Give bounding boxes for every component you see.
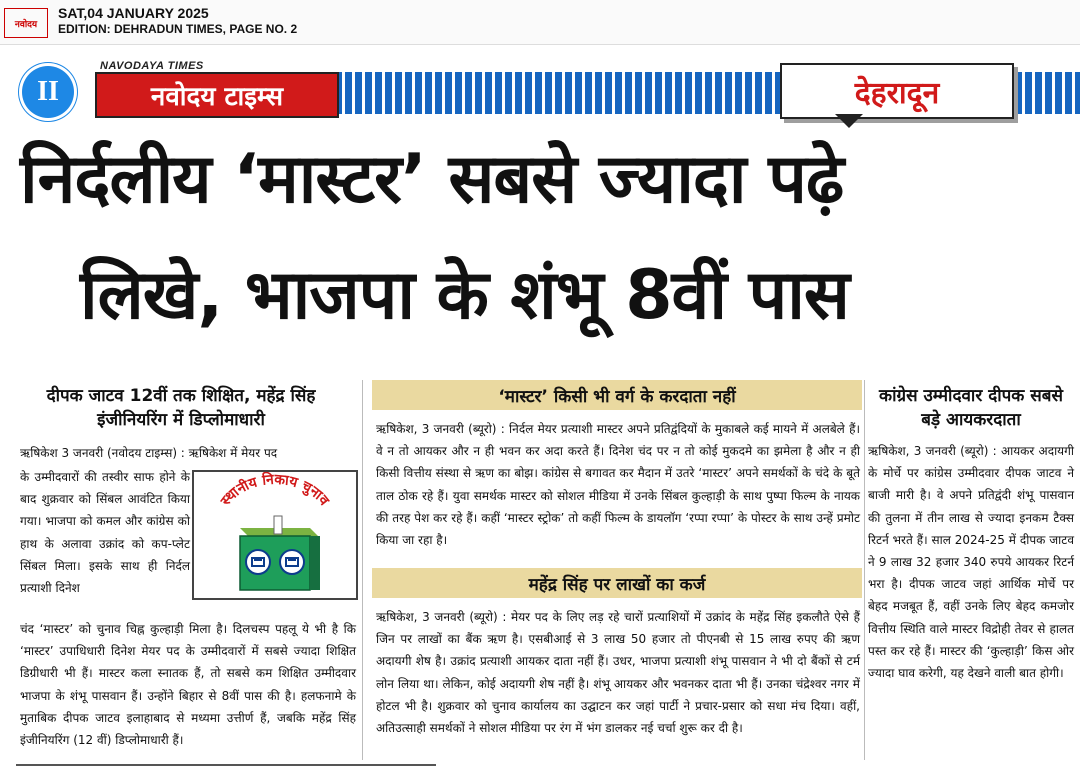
page-bottom-rule [16, 764, 436, 766]
headline-line-1: निर्दलीय ‘मास्टर’ सबसे ज्यादा पढ़े [20, 140, 844, 219]
right-story-heading: कांग्रेस उम्मीदवार दीपक सबसे बड़े आयकरदाता [879, 386, 1063, 430]
image-caption: स्थानीय निकाय चुनाव [217, 472, 333, 509]
edition-info: EDITION: DEHRADUN TIMES, PAGE NO. 2 [58, 22, 298, 36]
edition-date: SAT,04 JANUARY 2025 [58, 5, 209, 21]
election-emblem-image [192, 470, 358, 600]
mid-story-2-body: ऋषिकेश, 3 जनवरी (ब्यूरो) : मेयर पद के लिए लड़ रहे चारों प्रत्याशियों में उक्रांद के महेंद्र सिंह इकलौते ऐसे हैं जिन पर लाखों का बैंक ऋण है। एसबीआई से 3 लाख 50 हजार तो पीएनबी से 15 लाख रुपए की ऋण अदायगी शेष है। उक्रांद प्रत्याशी आयकर दाता नहीं हैं। उधर, भाजपा प्रत्याशी शंभू पासवान ने भी दो बैंकों से टर्म लोन लिया था। लेकिन, कोई अदायगी शेष नहीं है। शंभू आयकर और भवनकर दाता भी हैं। उनका चंद्रेश्वर नगर में होटल भी है। शुक्रवार को चुनाव कार्यालय का उद्घाटन कर जहां पार्टी ने प्रचार-प्रसार को सधा मंच दिया। वहीं, अतिउत्साही समर्थकों ने सोशल मीडिया पर रंग में भंग डालकर नई चर्चा शुरू कर दी है। [376, 610, 860, 736]
city-label: देहरादून [854, 75, 940, 111]
left-story-body-start: ऋषिकेश 3 जनवरी (नवोदय टाइम्स) : ऋषिकेश में मेयर पद [20, 446, 278, 460]
masthead-label: NAVODAYA TIMES [100, 60, 204, 72]
column-divider [864, 380, 865, 760]
city-pointer-icon [835, 114, 863, 128]
newspaper-logo: नवोदय टाइम्स [95, 72, 339, 118]
headline-line-2: लिखे, भाजपा के शंभू 8वीं पास [80, 256, 849, 335]
left-story-body-end: चंद ‘मास्टर’ को चुनाव चिह्न कुल्हाड़ी मिला है। दिलचस्प पहलू ये भी है कि ‘मास्टर’ उपाधिधारी दिनेश मेयर पद के उम्मीदवारों में सबसे ज्यादा शिक्षित डिग्रीधारी भी हैं। मास्टर कला स्नातक हैं, तो सबसे कम शिक्षित उम्मीदवार भाजपा के शंभू पासवान हैं। उन्होंने बिहार से 8वीं पास की है। हलफनामे के मुताबिक दीपक जाटव इलाहाबाद से मध्यमा उत्तीर्ण हैं, जबकि महेंद्र सिंह इंजीनियरिंग (12 वीं) डिप्लोमाधारी हैं। [20, 622, 356, 748]
edition-logo: नवोदय [4, 8, 48, 38]
column-divider [362, 380, 363, 760]
mid-story-1-heading: ‘मास्टर’ किसी भी वर्ग के करदाता नहीं [498, 386, 736, 407]
left-story-heading: दीपक जाटव 12वीं तक शिक्षित, महेंद्र सिंह इंजीनियरिंग में डिप्लोमाधारी [46, 386, 316, 430]
svg-text:स्थानीय निकाय चुनाव [217, 472, 333, 510]
city-tag [780, 63, 1014, 119]
mid-story-1-body: ऋषिकेश, 3 जनवरी (ब्यूरो) : निर्दल मेयर प्रत्याशी मास्टर अपने प्रतिद्वंदियों के मुकाबले कई मायने में अलबेले हैं। वे न तो आयकर और न ही भवन कर अदा करते हैं। दिनेश चंद पर न तो कोई मुकदमे का झमेला है और न ही किसी वित्तीय संस्था से ऋण का बोझ। कांग्रेस से बगावत कर मैदान में उतरे ‘मास्टर’ अपने समर्थकों के चंदे के बूते ताल ठोक रहे हैं। युवा समर्थक मास्टर को सोशल मीडिया में उनके सिंबल कुल्हाड़ी के साथ पुष्पा फिल्म के नायक की तरह पेश कर रहे हैं। कहीं ‘मास्टर स्ट्रोक’ तो कहीं फिल्म के डायलॉग ‘रप्पा रप्पा’ के पोस्टर के साथ उन्हें प्रमोट किया जा रहा है। [376, 422, 860, 548]
left-story-body-wrap: के उम्मीदवारों की तस्वीर साफ होने के बाद शुक्रवार को सिंबल आवंटित किया गया। भाजपा को कमल और कांग्रेस को हाथ के अलावा उक्रांद को कप-प्लेट सिंबल मिला। इसके साथ ही निर्दल प्रत्याशी दिनेश [20, 470, 190, 596]
emblem-icon: II [22, 66, 74, 118]
right-story-body: ऋषिकेश, 3 जनवरी (ब्यूरो) : आयकर अदायगी के मोर्चे पर कांग्रेस उम्मीदवार दीपक जाटव ने बाजी मारी है। वे अपने प्रतिद्वंदी शंभू पासवान की तुलना में तीन लाख से ज्यादा इनकम टैक्स रिटर्न भरते हैं। साल 2024-25 में दीपक जाटव ने 9 लाख 32 हजार 340 रुपये आयकर रिटर्न भरा है। दीपक जाटव जहां आर्थिक मोर्चे पर बेहद मजबूत हैं, वहीं उनके लिए बेहद कमजोर वित्तीय स्थिति वाले मास्टर विद्रोही तेवर से हालत पस्त कर रहे हैं। मास्टर की ‘कुल्हाड़ी’ किस ओर ज्यादा घाव करेगी, यह देखने वाली बात होगी। [868, 444, 1074, 681]
mid-story-2-heading: महेंद्र सिंह पर लाखों का कर्ज [528, 574, 706, 595]
ballot-box-icon [194, 472, 356, 598]
